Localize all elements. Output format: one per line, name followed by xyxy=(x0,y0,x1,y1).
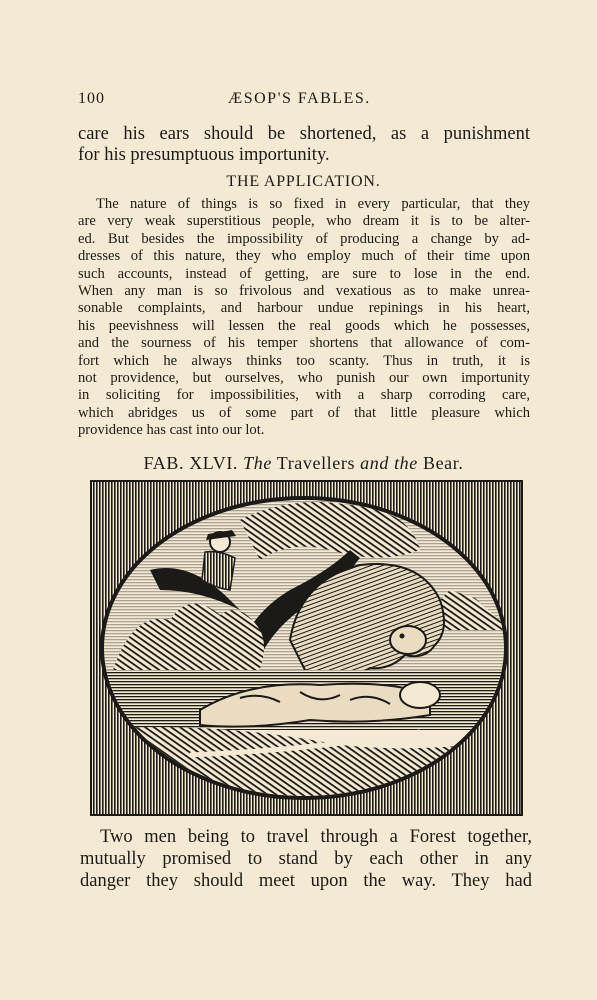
text-line: Two men being to travel through a Forest together, xyxy=(100,827,532,847)
text-line: ed. But besides the impossibility of producing a change by ad- xyxy=(78,230,530,247)
fable-title xyxy=(0,453,597,474)
application-paragraph xyxy=(78,196,530,440)
lead-paragraph xyxy=(78,124,530,166)
text-line: mutually promised to stand by each other in any xyxy=(80,849,532,869)
woodcut-illustration xyxy=(90,480,523,816)
text-line: in soliciting for impossibilities, with a sharp corroding care, xyxy=(78,387,530,404)
text-line: fort which he always thinks too scanty. Thus in truth, it is xyxy=(78,352,530,369)
text-line: sonable complaints, and harbour undue repinings in his heart, xyxy=(78,300,530,317)
running-header xyxy=(78,90,533,112)
text-line: providence has cast into our lot. xyxy=(78,422,265,439)
text-line: which abridges us of some part of that little pleasure which xyxy=(78,404,530,421)
story-paragraph xyxy=(80,826,532,892)
fable-title-and-the: and the xyxy=(360,453,418,473)
fable-title-the: The xyxy=(243,453,272,473)
fable-title-bear: Bear. xyxy=(422,453,464,473)
text-line: not providence, but ourselves, who punish our own importunity xyxy=(78,370,530,387)
text-line: such accounts, instead of getting, are sure to lose in the end. xyxy=(78,265,530,282)
fable-number: FAB. XLVI. xyxy=(143,453,239,473)
text-line: The nature of things is so fixed in every particular, that they xyxy=(96,196,530,212)
text-line: his peevishness will lessen the real goods which he possesses, xyxy=(78,317,530,334)
page-number: 100 xyxy=(78,90,105,107)
fable-title-travellers: Travellers xyxy=(276,453,356,473)
application-heading: THE APPLICATION. xyxy=(226,173,381,190)
text-line: and the sourness of his temper shortens that allowance of com- xyxy=(78,335,530,352)
text-line: are very weak superstitious people, who dream it is to be alter- xyxy=(78,213,530,230)
text-line: dresses of this nature, they who employ much of their time upon xyxy=(78,248,530,265)
text-line: for his presumptuous importunity. xyxy=(78,145,330,165)
running-title: ÆSOP'S FABLES. xyxy=(228,90,371,107)
text-line: care his ears should be shortened, as a punishment xyxy=(78,124,530,144)
text-line: danger they should meet upon the way. They had xyxy=(80,871,532,891)
text-line: When any man is so frivolous and vexatious as to make unrea- xyxy=(78,283,530,300)
